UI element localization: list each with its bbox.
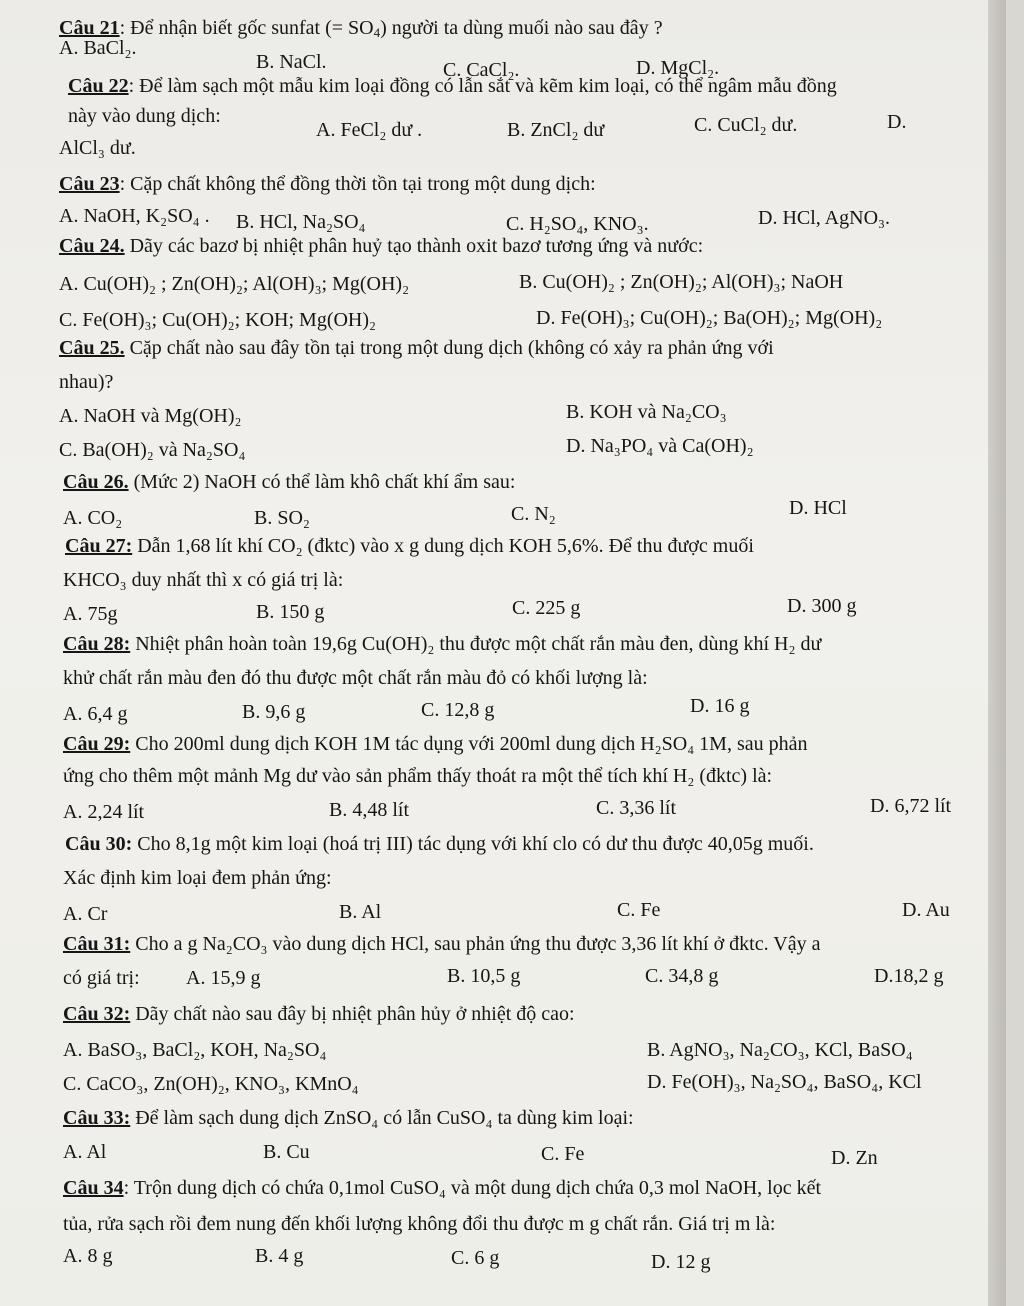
option-d: D. Fe(OH)₃, Na₂SO₄, BaSO₄, KCl [647, 1071, 922, 1093]
option-b: B. ZnCl₂ dư [507, 119, 605, 141]
option-b: B. KOH và Na₂CO₃ [566, 401, 727, 423]
option-c: C. CaCO₃, Zn(OH)₂, KNO₃, KMnO₄ [63, 1073, 359, 1095]
option-d: D. Fe(OH)₃; Cu(OH)₂; Ba(OH)₂; Mg(OH)₂ [536, 307, 883, 329]
question-34-stem-line-2: tủa, rửa sạch rồi đem nung đến khối lượng không đổi thu được m g chất rắn. Giá trị m là: [63, 1213, 776, 1235]
option-c: C. CuCl₂ dư. [694, 114, 798, 136]
question-33-stem [63, 1106, 634, 1130]
question-24-number: Câu 24. [59, 235, 125, 257]
option-a: A. NaOH, K₂SO₄ . [59, 205, 210, 227]
question-22-stem-text: : Để làm sạch một mẫu kim loại đồng có lẫn sắt và kẽm kim loại, có thể ngâm mẫu đồng [128, 75, 837, 97]
question-27-stem-line-1 [65, 534, 754, 558]
question-29-stem-line-1 [63, 732, 808, 756]
option-d: D. [887, 111, 907, 133]
question-34-number: Câu 34 [63, 1177, 124, 1199]
option-d: D. Zn [831, 1147, 878, 1169]
option-a: A. FeCl₂ dư . [316, 119, 423, 141]
question-22-stem-line-1 [68, 74, 837, 98]
question-34-stem-line-1 [63, 1176, 821, 1200]
question-33-stem-text: Để làm sạch dung dịch ZnSO₄ có lẫn CuSO₄ ta dùng kim loại: [130, 1107, 634, 1129]
option-c: C. Fe [617, 899, 661, 921]
option-d: D. Na₃PO₄ và Ca(OH)₂ [566, 435, 754, 457]
option-c: C. Ba(OH)₂ và Na₂SO₄ [59, 439, 246, 461]
option-a: A. 2,24 lít [63, 801, 145, 823]
question-24-stem-text: Dãy các bazơ bị nhiệt phân huỷ tạo thành oxit bazơ tương ứng và nước: [124, 235, 704, 257]
question-28-stem-text: Nhiệt phân hoàn toàn 19,6g Cu(OH)₂ thu được một chất rắn màu đen, dùng khí H₂ dư [130, 633, 822, 655]
question-32-stem [63, 1002, 575, 1026]
question-34-stem-text: : Trộn dung dịch có chứa 0,1mol CuSO₄ và một dung dịch chứa 0,3 mol NaOH, lọc kết [123, 1177, 822, 1199]
option-b: B. SO₂ [254, 507, 310, 529]
question-23-stem-text: : Cặp chất không thể đồng thời tồn tại trong một dung dịch: [119, 173, 596, 195]
question-27-number: Câu 27: [65, 535, 133, 557]
question-25-stem-text: Cặp chất nào sau đây tồn tại trong một dung dịch (không có xảy ra phản ứng với [124, 337, 774, 359]
question-23-stem [59, 172, 596, 196]
option-b: B. 9,6 g [242, 701, 306, 723]
question-22-number: Câu 22 [68, 75, 129, 97]
option-c: C. Fe [541, 1143, 585, 1165]
option-b: B. AgNO₃, Na₂CO₃, KCl, BaSO₄ [647, 1039, 913, 1061]
question-21-number: Câu 21 [59, 17, 120, 39]
question-31-number: Câu 31: [63, 933, 131, 955]
question-32-stem-text: Dãy chất nào sau đây bị nhiệt phân hủy ở nhiệt độ cao: [130, 1003, 575, 1025]
option-d: D. MgCl₂. [636, 57, 720, 79]
option-a: A. BaSO₃, BaCl₂, KOH, Na₂SO₄ [63, 1039, 327, 1061]
option-b: B. HCl, Na₂SO₄ [236, 211, 366, 233]
option-a: A. 6,4 g [63, 703, 128, 725]
option-d: D. HCl [789, 497, 847, 519]
question-33-number: Câu 33: [63, 1107, 131, 1129]
question-25-number: Câu 25. [59, 337, 125, 359]
question-29-stem-text: Cho 200ml dung dịch KOH 1M tác dụng với 200ml dung dịch H₂SO₄ 1M, sau phản [130, 733, 808, 755]
option-c: C. N₂ [511, 503, 556, 525]
subscript: 4 [373, 25, 381, 40]
question-30-stem-text: Cho 8,1g một kim loại (hoá trị III) tác dụng với khí clo có dư thu được 40,05g muối. [132, 833, 814, 855]
question-21-stem-part-a: : Để nhận biết gốc sunfat (= SO [119, 17, 374, 39]
option-a: A. 8 g [63, 1245, 113, 1267]
question-24-stem [59, 234, 703, 258]
option-c: C. H₂SO₄, KNO₃. [506, 213, 649, 235]
question-21-stem-part-b: ) người ta dùng muối nào sau đây ? [380, 17, 663, 39]
question-25-stem-line-2: nhau)? [59, 371, 114, 393]
option-d: D. Au [902, 899, 950, 921]
question-32-number: Câu 32: [63, 1003, 131, 1025]
question-31-stem-text: Cho a g Na₂CO₃ vào dung dịch HCl, sau phản ứng thu được 3,36 lít khí ở đktc. Vậy a [130, 933, 821, 955]
option-d: D. HCl, AgNO₃. [758, 207, 890, 229]
question-30-stem-line-1 [65, 832, 814, 856]
option-b: B. NaCl. [256, 51, 327, 73]
option-b: B. Al [339, 901, 382, 923]
option-a: A. NaOH và Mg(OH)₂ [59, 405, 242, 427]
option-d: D. 300 g [787, 595, 857, 617]
option-d-continued: AlCl₃ dư. [59, 137, 136, 159]
option-a: A. CO₂ [63, 507, 123, 529]
question-29-stem-line-2: ứng cho thêm một mảnh Mg dư vào sản phẩm thấy thoát ra một thể tích khí H₂ (đktc) là: [63, 765, 773, 787]
option-d: D.18,2 g [874, 965, 944, 987]
page-edge-shadow [988, 0, 1006, 1306]
question-28-number: Câu 28: [63, 633, 131, 655]
option-a: A. Cr [63, 903, 108, 925]
option-b: B. 4 g [255, 1245, 304, 1267]
option-c: C. 225 g [512, 597, 581, 619]
question-30-stem-line-2: Xác định kim loại đem phản ứng: [63, 867, 332, 889]
option-a: A. Cu(OH)₂ ; Zn(OH)₂; Al(OH)₃; Mg(OH)₂ [59, 273, 410, 295]
question-30-number: Câu 30: [65, 833, 133, 855]
option-a: A. Al [63, 1141, 107, 1163]
question-22-stem-line-2: này vào dung dịch: [68, 105, 221, 127]
question-31-stem-line-1 [63, 932, 820, 956]
question-26-stem [63, 470, 515, 494]
option-d: D. 6,72 lít [870, 795, 952, 817]
option-c: C. 12,8 g [421, 699, 495, 721]
option-c: C. 6 g [451, 1247, 500, 1269]
option-c: C. CaCl₂. [443, 59, 520, 81]
option-b: B. 10,5 g [447, 965, 521, 987]
question-23-number: Câu 23 [59, 173, 120, 195]
question-25-stem-line-1 [59, 336, 774, 360]
option-a: A. BaCl₂. [59, 37, 137, 59]
question-27-stem-line-2: KHCO₃ duy nhất thì x có giá trị là: [63, 569, 344, 591]
option-b: B. 4,48 lít [329, 799, 410, 821]
option-b: B. 150 g [256, 601, 325, 623]
option-c: C. Fe(OH)₃; Cu(OH)₂; KOH; Mg(OH)₂ [59, 309, 377, 331]
option-d: D. 16 g [690, 695, 750, 717]
question-27-stem-text: Dẫn 1,68 lít khí CO₂ (đktc) vào x g dung dịch KOH 5,6%. Để thu được muối [132, 535, 754, 557]
option-a: A. 15,9 g [186, 967, 261, 989]
question-28-stem-line-2: khử chất rắn màu đen đó thu được một chất rắn màu đỏ có khối lượng là: [63, 667, 648, 689]
question-28-stem-line-1 [63, 632, 821, 656]
question-26-number: Câu 26. [63, 471, 129, 493]
question-29-number: Câu 29: [63, 733, 131, 755]
option-d: D. 12 g [651, 1251, 711, 1273]
option-b: B. Cu(OH)₂ ; Zn(OH)₂; Al(OH)₃; NaOH [519, 271, 844, 293]
question-31-stem-line-2: có giá trị: [63, 967, 140, 989]
question-26-stem-text: (Mức 2) NaOH có thể làm khô chất khí ẩm sau: [128, 471, 516, 493]
option-c: C. 34,8 g [645, 965, 719, 987]
option-b: B. Cu [263, 1141, 310, 1163]
question-21-stem [59, 16, 663, 40]
option-a: A. 75g [63, 603, 118, 625]
option-c: C. 3,36 lít [596, 797, 677, 819]
